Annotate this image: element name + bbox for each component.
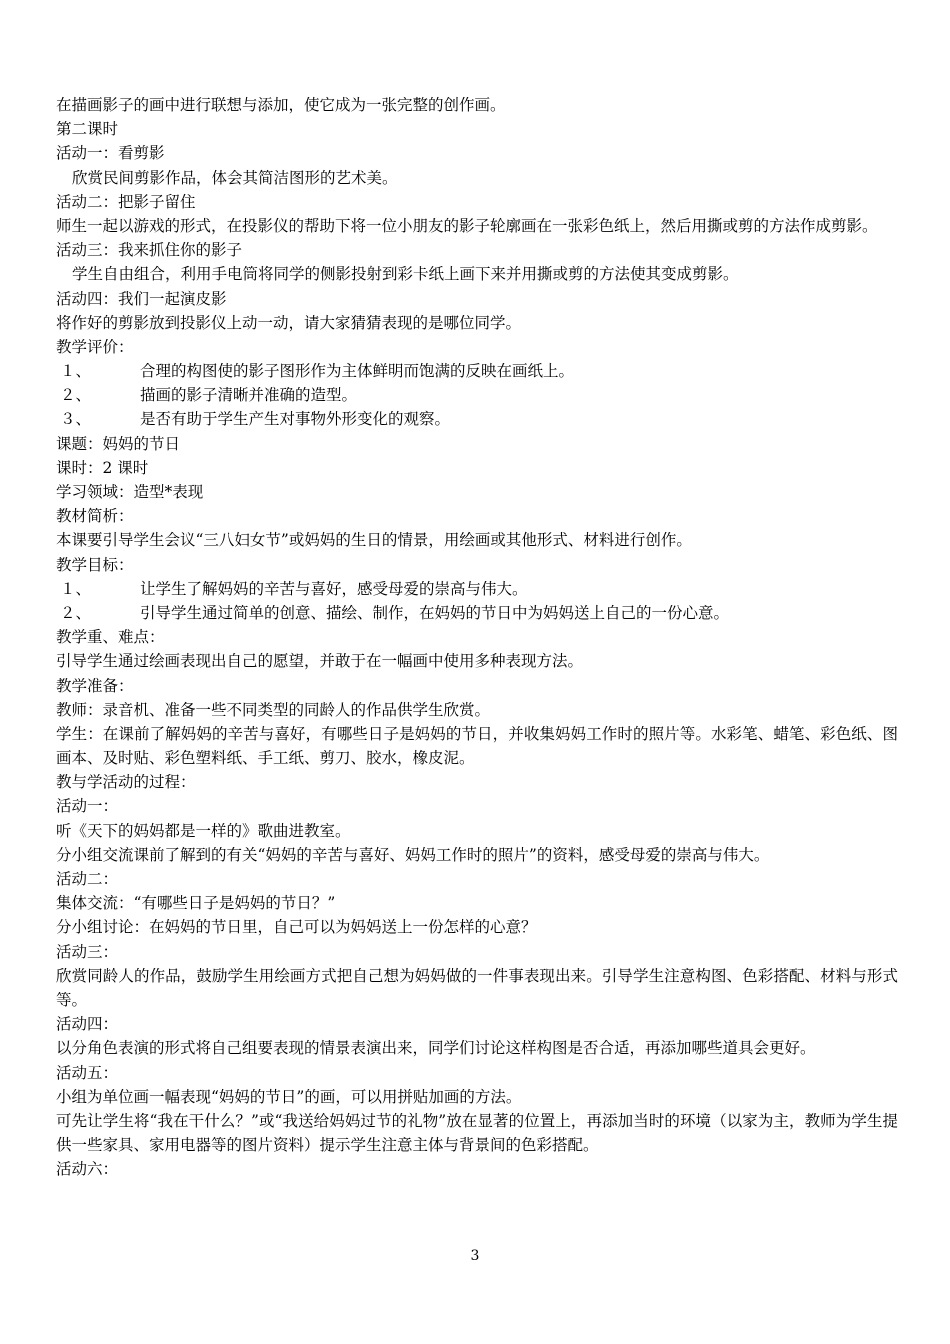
- text-paragraph: 学生：在课前了解妈妈的辛苦与喜好，有哪些日子是妈妈的节日，并收集妈妈工作时的照片等。水彩笔、蜡笔、彩色纸、图画本、及时贴、彩色塑料纸、手工纸、剪刀、胶水，橡皮泥。: [56, 724, 898, 768]
- text-line: 在描画影子的画中进行联想与添加，使它成为一张完整的创作画。: [56, 96, 506, 114]
- list-item: [56, 407, 898, 431]
- activity-heading: 活动五：: [56, 1063, 119, 1082]
- list-text: 合理的构图使的影子图形作为主体鲜明而饱满的反映在画纸上。: [140, 362, 575, 381]
- text-line: 课时：2 课时: [56, 458, 149, 477]
- activity-heading: 活动四：我们一起演皮影: [56, 289, 227, 308]
- list-number: ３、: [60, 410, 92, 429]
- section-heading: 第二课时: [56, 120, 119, 139]
- text-line: 本课要引导学生会议“三八妇女节”或妈妈的生日的情景，用绘画或其他形式、材料进行创作。: [56, 531, 692, 550]
- text-line: 将作好的剪影放到投影仪上动一动，请大家猜猜表现的是哪位同学。: [56, 313, 522, 332]
- section-heading: 教学准备：: [56, 676, 134, 695]
- lesson-title: 课题：妈妈的节日: [56, 434, 181, 453]
- activity-heading: 活动三：: [56, 942, 119, 961]
- activity-heading: 活动二：: [56, 870, 119, 889]
- text-paragraph: 师生一起以游戏的形式，在投影仪的帮助下将一位小朋友的影子轮廓画在一张彩色纸上，然后用撕或剪的方法作成剪影。: [56, 216, 878, 235]
- list-text: 描画的影子清晰并准确的造型。: [140, 386, 358, 405]
- text-line: 小组为单位画一幅表现“妈妈的节日”的画，可以用拼贴加画的方法。: [56, 1087, 522, 1106]
- document-body: [56, 93, 898, 1182]
- list-number: ２、: [60, 386, 92, 405]
- activity-heading: 活动四：: [56, 1015, 119, 1034]
- section-heading: 教与学活动的过程：: [56, 773, 196, 792]
- text-line: 分小组讨论：在妈妈的节日里，自己可以为妈妈送上一份怎样的心意？: [56, 918, 537, 937]
- text-line: 学习领域：造型*表现: [56, 483, 204, 502]
- activity-heading: 活动六：: [56, 1160, 119, 1179]
- list-item: [56, 601, 898, 625]
- text-line: 以分角色表演的形式将自己组要表现的情景表演出来，同学们讨论这样构图是否合适，再添加哪些道具会更好。: [56, 1039, 816, 1058]
- activity-heading: 活动二：把影子留住: [56, 192, 196, 211]
- text-line: 教师：录音机、准备一些不同类型的同龄人的作品供学生欣赏。: [56, 700, 491, 719]
- page-number: 3: [470, 1248, 480, 1264]
- text-paragraph: 可先让学生将“我在干什么？”或“我送给妈妈过节的礼物”放在显著的位置上，再添加当时的环境（以家为主，教师为学生提供一些家具、家用电器等的图片资料）提示学生注意主体与背景间的色彩搭配。: [56, 1111, 898, 1155]
- list-number: １、: [60, 362, 92, 381]
- list-item: [56, 359, 898, 383]
- text-line: 引导学生通过绘画表现出自己的愿望，并敢于在一幅画中使用多种表现方法。: [56, 652, 584, 671]
- section-heading: 教学重、难点：: [56, 628, 165, 647]
- section-heading: 教材简析：: [56, 507, 134, 526]
- section-heading: 教学评价：: [56, 337, 134, 356]
- text-paragraph: 欣赏同龄人的作品，鼓励学生用绘画方式把自己想为妈妈做的一件事表现出来。引导学生注意构图、色彩搭配、材料与形式等。: [56, 966, 898, 1009]
- text-line: 集体交流：“有哪些日子是妈妈的节日？”: [56, 894, 336, 913]
- section-heading: 教学目标：: [56, 555, 134, 574]
- text-line: 听《天下的妈妈都是一样的》歌曲进教室。: [56, 821, 351, 840]
- list-text: 让学生了解妈妈的辛苦与喜好，感受母爱的崇高与伟大。: [140, 579, 528, 598]
- list-item: [56, 577, 898, 601]
- activity-heading: 活动一：看剪影: [56, 144, 165, 163]
- list-text: 引导学生通过简单的创意、描绘、制作，在妈妈的节日中为妈妈送上自己的一份心意。: [140, 603, 730, 622]
- list-text: 是否有助于学生产生对事物外形变化的观察。: [140, 410, 451, 429]
- text-line: 欣赏民间剪影作品，体会其简洁图形的艺术美。: [72, 168, 398, 187]
- activity-heading: 活动一：: [56, 797, 119, 816]
- text-line: 学生自由组合，利用手电筒将同学的侧影投射到彩卡纸上画下来并用撕或剪的方法使其变成剪影。: [72, 265, 739, 284]
- list-item: [56, 383, 898, 407]
- list-number: １、: [60, 579, 92, 598]
- activity-heading: 活动三：我来抓住你的影子: [56, 241, 243, 260]
- list-number: ２、: [60, 603, 92, 622]
- text-line: 分小组交流课前了解到的有关“妈妈的辛苦与喜好、妈妈工作时的照片”的资料，感受母爱的崇高与伟大。: [56, 845, 770, 864]
